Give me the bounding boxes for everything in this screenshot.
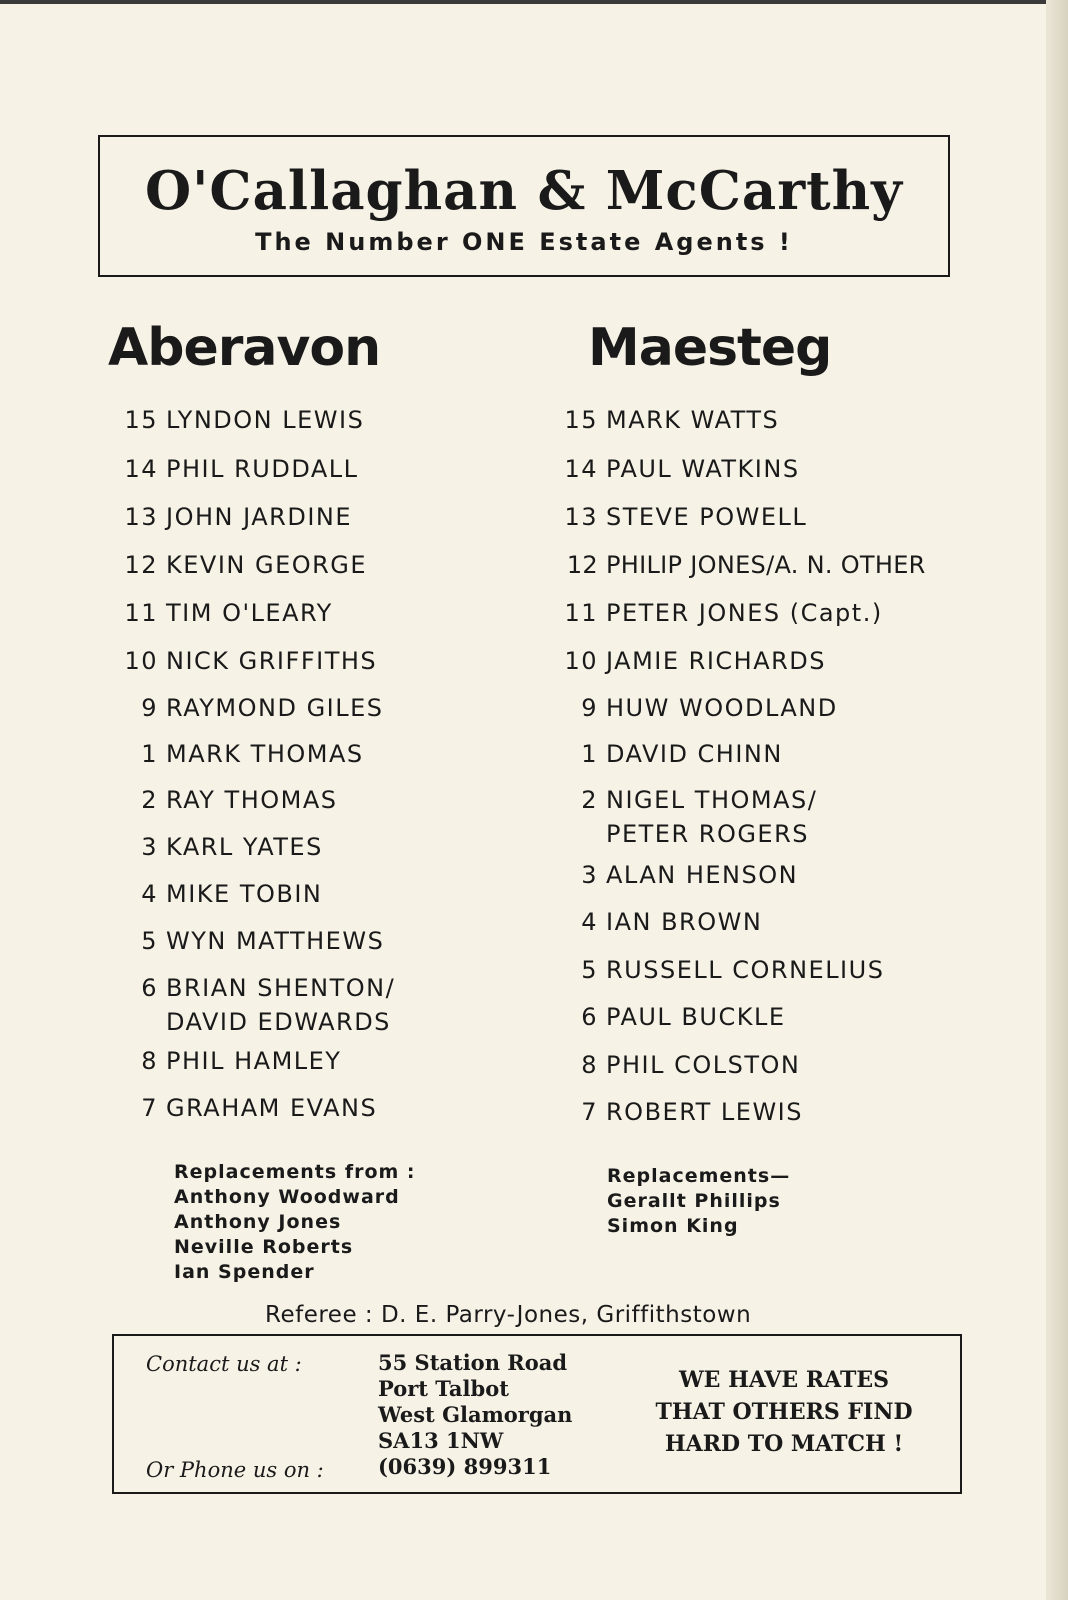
player-name: ROBERT LEWIS xyxy=(606,1098,803,1126)
replacement-player: Neville Roberts xyxy=(174,1236,354,1258)
player-row xyxy=(108,551,367,579)
contact-advert xyxy=(112,1334,962,1494)
player-row xyxy=(548,786,817,848)
slogan-line: WE HAVE RATES xyxy=(678,1367,890,1393)
player-number: 1 xyxy=(581,740,598,768)
player-row xyxy=(548,740,783,768)
player-row xyxy=(548,1003,785,1031)
player-name: IAN BROWN xyxy=(606,908,763,936)
player-row xyxy=(548,551,926,579)
replacement-player: Simon King xyxy=(607,1215,739,1237)
player-row xyxy=(108,503,352,531)
player-number: 14 xyxy=(124,455,158,483)
player-number: 4 xyxy=(581,908,598,936)
player-row xyxy=(108,406,364,434)
player-name: PETER JONES (Capt.) xyxy=(606,599,883,627)
home-team-name: Aberavon xyxy=(108,318,381,378)
address-line: Port Talbot xyxy=(378,1376,509,1401)
player-row xyxy=(108,1047,341,1075)
player-name: HUW WOODLAND xyxy=(606,694,838,722)
player-number: 11 xyxy=(124,599,158,627)
player-name: GRAHAM EVANS xyxy=(166,1094,378,1122)
player-name-second-line: DAVID EDWARDS xyxy=(166,1008,391,1036)
player-row xyxy=(108,599,333,627)
player-number: 11 xyxy=(564,599,598,627)
replacement-player: Ian Spender xyxy=(174,1261,315,1283)
player-name-second-line: PETER ROGERS xyxy=(606,820,810,848)
player-row xyxy=(108,833,323,861)
player-row xyxy=(548,503,807,531)
player-name: PAUL WATKINS xyxy=(606,455,800,483)
away-replacements xyxy=(607,1164,790,1239)
address-line: 55 Station Road xyxy=(378,1350,568,1375)
replacements-label: Replacements— xyxy=(607,1165,791,1187)
phone-label: Or Phone us on : xyxy=(146,1458,324,1482)
player-number: 14 xyxy=(564,455,598,483)
player-name: MARK THOMAS xyxy=(166,740,364,768)
player-row xyxy=(108,455,359,483)
phone-number: (0639) 899311 xyxy=(378,1454,552,1479)
player-name: TIM O'LEARY xyxy=(166,599,333,627)
estate-agent-advert xyxy=(98,135,950,277)
player-number: 8 xyxy=(141,1047,158,1075)
player-name: KEVIN GEORGE xyxy=(166,551,368,579)
replacement-player: Gerallt Phillips xyxy=(607,1190,781,1212)
player-name: KARL YATES xyxy=(166,833,323,861)
player-number: 9 xyxy=(141,694,158,722)
player-number: 10 xyxy=(564,647,598,675)
player-row xyxy=(108,740,364,768)
contact-address xyxy=(378,1350,572,1480)
player-number: 2 xyxy=(141,786,158,814)
player-name: RAYMOND GILES xyxy=(166,694,384,722)
player-name: MIKE TOBIN xyxy=(166,880,323,908)
player-number: 7 xyxy=(141,1094,158,1122)
player-name: PHIL RUDDALL xyxy=(166,455,359,483)
player-row xyxy=(548,455,800,483)
player-name: PHIL COLSTON xyxy=(606,1051,801,1079)
player-name: NIGEL THOMAS/ xyxy=(606,786,818,814)
player-number: 15 xyxy=(124,406,158,434)
player-number: 10 xyxy=(124,647,158,675)
player-number: 1 xyxy=(141,740,158,768)
player-row xyxy=(548,1051,800,1079)
player-row xyxy=(108,1094,377,1122)
player-number: 3 xyxy=(581,861,598,889)
replacement-player: Anthony Jones xyxy=(174,1211,342,1233)
player-name: BRIAN SHENTON/ xyxy=(166,974,396,1002)
player-name: WYN MATTHEWS xyxy=(166,927,385,955)
player-number: 15 xyxy=(564,406,598,434)
player-number: 2 xyxy=(581,786,598,814)
slogan-line: THAT OTHERS FIND xyxy=(655,1399,913,1425)
away-team-name: Maesteg xyxy=(588,318,832,378)
player-number: 6 xyxy=(141,974,158,1002)
player-name: MARK WATTS xyxy=(606,406,780,434)
player-name: JAMIE RICHARDS xyxy=(606,647,827,675)
player-number: 3 xyxy=(141,833,158,861)
player-number: 8 xyxy=(581,1051,598,1079)
player-name: RUSSELL CORNELIUS xyxy=(606,956,885,984)
player-row xyxy=(548,599,883,627)
player-name: JOHN JARDINE xyxy=(166,503,353,531)
player-row xyxy=(108,974,395,1036)
player-name: STEVE POWELL xyxy=(606,503,808,531)
player-name: ALAN HENSON xyxy=(606,861,799,889)
slogan-line: HARD TO MATCH ! xyxy=(664,1431,904,1457)
player-row xyxy=(108,694,384,722)
player-row xyxy=(548,956,884,984)
page-edge xyxy=(1046,0,1068,1600)
player-number: 5 xyxy=(581,956,598,984)
advert-title: O'Callaghan & McCarthy xyxy=(145,160,903,222)
replacements-label: Replacements from : xyxy=(174,1161,416,1183)
player-number: 13 xyxy=(564,503,598,531)
player-number: 5 xyxy=(141,927,158,955)
address-line: West Glamorgan xyxy=(378,1402,573,1427)
home-replacements xyxy=(174,1160,416,1285)
player-row xyxy=(548,861,798,889)
advert-slogan xyxy=(654,1364,914,1460)
referee-line: Referee : D. E. Parry-Jones, Griffithstown xyxy=(265,1302,752,1328)
address-line: SA13 1NW xyxy=(378,1428,504,1453)
player-number: 7 xyxy=(581,1098,598,1126)
player-row xyxy=(548,406,779,434)
player-number: 12 xyxy=(566,551,598,579)
player-name: PHIL HAMLEY xyxy=(166,1047,342,1075)
player-row xyxy=(108,647,377,675)
player-row xyxy=(548,647,826,675)
player-row xyxy=(548,694,838,722)
player-name: RAY THOMAS xyxy=(166,786,338,814)
player-row xyxy=(108,927,384,955)
player-number: 4 xyxy=(141,880,158,908)
player-row xyxy=(548,908,762,936)
contact-label: Contact us at : xyxy=(146,1352,302,1376)
player-name: NICK GRIFFITHS xyxy=(166,647,378,675)
replacement-player: Anthony Woodward xyxy=(174,1186,400,1208)
player-name: PHILIP JONES/A. N. OTHER xyxy=(606,551,926,579)
page-top-edge xyxy=(0,0,1068,4)
player-row xyxy=(108,786,338,814)
player-number: 9 xyxy=(581,694,598,722)
player-row xyxy=(108,880,322,908)
player-name: PAUL BUCKLE xyxy=(606,1003,786,1031)
player-number: 12 xyxy=(124,551,158,579)
player-number: 13 xyxy=(124,503,158,531)
player-number: 6 xyxy=(581,1003,598,1031)
advert-subtitle: The Number ONE Estate Agents ! xyxy=(255,228,793,256)
player-name: LYNDON LEWIS xyxy=(166,406,365,434)
player-name: DAVID CHINN xyxy=(606,740,783,768)
player-row xyxy=(548,1098,803,1126)
